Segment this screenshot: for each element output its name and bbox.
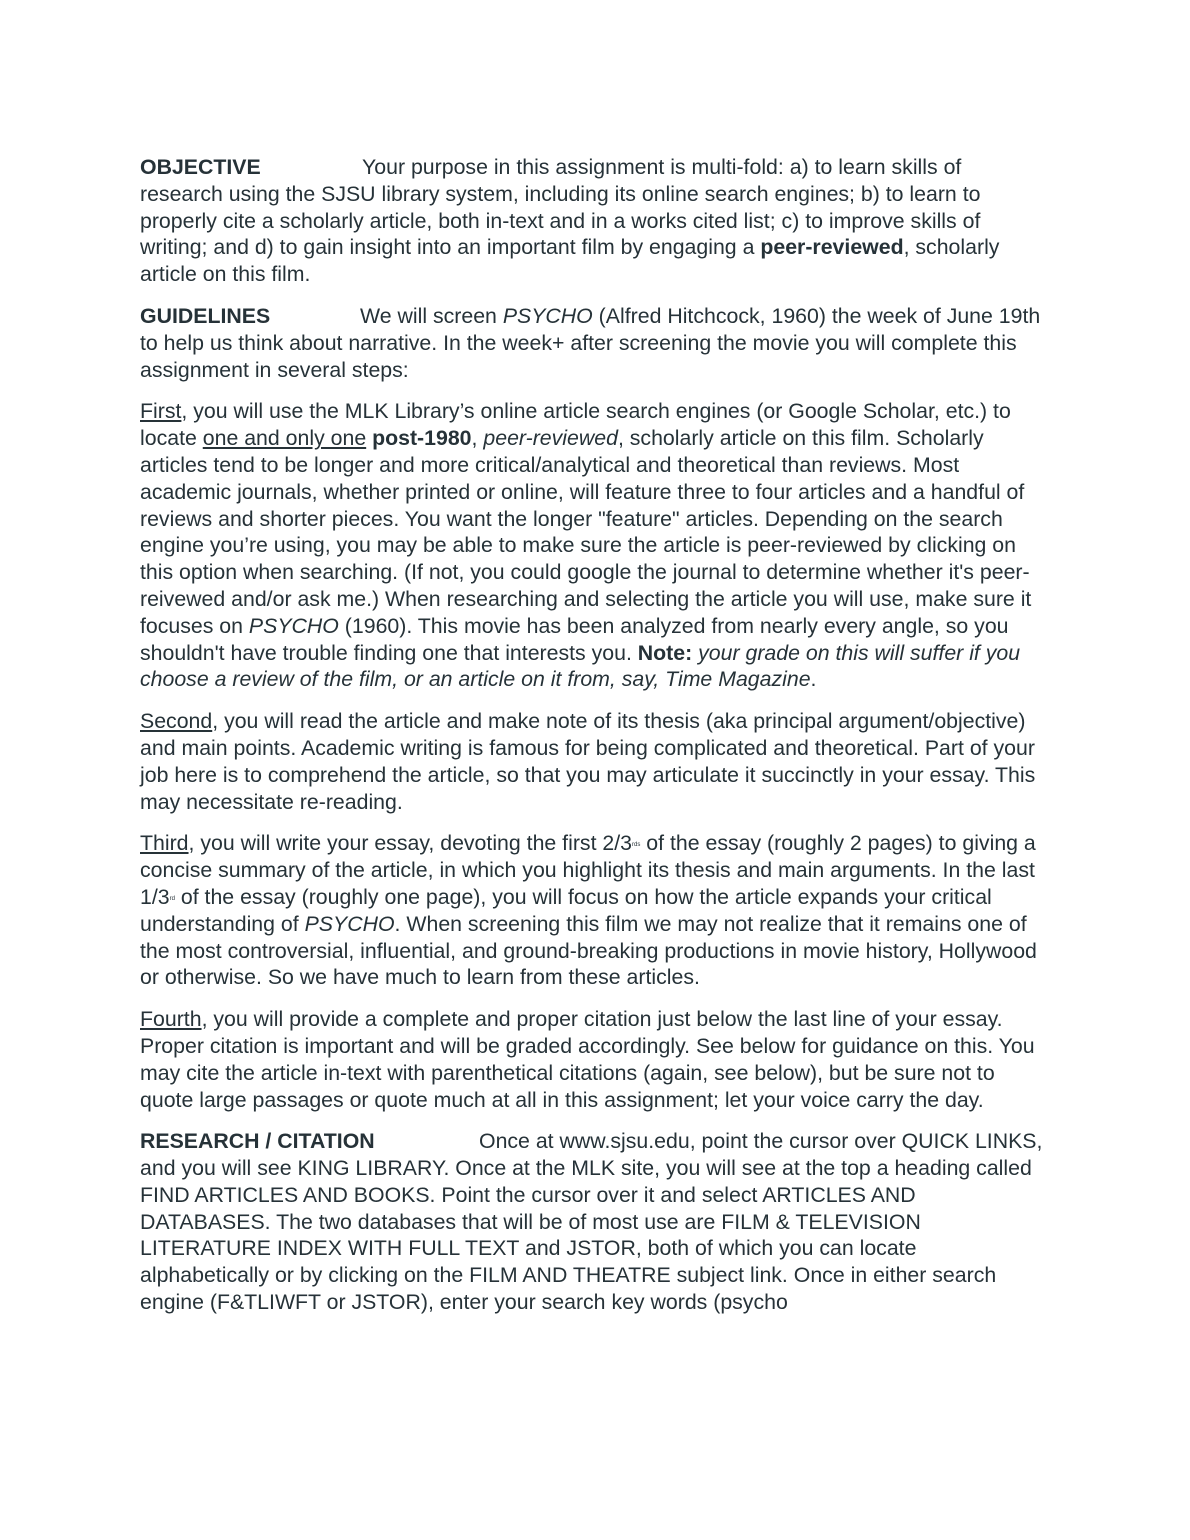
first-bold-post-1980: post-1980 <box>372 426 472 451</box>
first-note-warning: your grade on this will suffer if you choose a review of the film, or an article on it from, say, Time Magazine <box>140 640 1021 692</box>
objective-paragraph <box>140 154 1050 288</box>
document-page <box>140 154 1050 1331</box>
third-step-paragraph <box>140 830 1050 991</box>
third-text-3: of the essay (roughly one page), you will focus on how the article expands your critical understanding of <box>140 884 992 936</box>
fourth-step-paragraph <box>140 1006 1050 1113</box>
objective-text-end: , scholarly article on this film. <box>140 235 1000 287</box>
first-step-paragraph <box>140 398 1050 693</box>
third-film-title: PSYCHO <box>304 911 395 936</box>
third-text-1: , you will write your essay, devoting the first 2/3 <box>188 831 633 856</box>
research-text: Once at www.sjsu.edu, point the cursor over QUICK LINKS, and you will see KING LIBRARY. Once at the MLK site, you will see at the top a heading called FIND ARTICLES AND BOOKS. Point the cursor over it and select ARTICLES AND DATABASES. The two databases that will be of most use are FILM & TELEVISION LITERATURE INDEX WITH FULL TEXT and JSTOR, both of which you can locate alphabetically or by clicking on the FILM AND THEATRE subject link. Once in either search engine (F&TLIWFT or JSTOR), enter your search key words (psycho <box>140 1129 1043 1315</box>
objective-bold-peer-reviewed: peer-reviewed <box>760 235 904 260</box>
guidelines-paragraph <box>140 303 1050 383</box>
first-label: First <box>140 399 182 424</box>
guidelines-film-title: PSYCHO <box>502 303 593 328</box>
third-text-4: . When screening this film we may not realize that it remains one of the most controversial, influential, and ground-breaking productions in movie history, Hollywood or otherwise. So we have much to learn from these articles. <box>140 911 1037 990</box>
guidelines-text: We will screen <box>360 303 503 328</box>
third-superscript-rd: rd <box>169 895 175 902</box>
first-underline-one-and-only-one: one and only one <box>202 426 367 451</box>
fourth-label: Fourth <box>140 1007 202 1032</box>
first-italic-peer-reviewed: peer-reviewed <box>483 426 618 451</box>
first-note-label: Note: <box>637 640 693 665</box>
second-label: Second <box>140 709 213 734</box>
third-text-2: of the essay (roughly 2 pages) to giving a concise summary of the article, in which you highlight its thesis and main arguments. In the last 1/3 <box>140 831 1036 909</box>
second-text: , you will read the article and make note of its thesis (aka principal argument/objective) and main points. Academic writing is famous for being complicated and theoretical. Part of your job here is to comprehend the article, so that you may articulate it succinctly in your essay. This may necessitate re-reading. <box>140 709 1036 814</box>
research-heading: RESEARCH / CITATION <box>140 1129 375 1154</box>
second-step-paragraph <box>140 708 1050 815</box>
third-label: Third <box>140 831 189 856</box>
first-text-4: , scholarly article on this film. Scholarly articles tend to be longer and more critical/analytical and theoretical than reviews. Most academic journals, whether printed or online, will feature three to four articles and a handful of reviews and shorter pieces. You want the longer "feature" articles. Depending on the search engine you’re using, you may be able to make sure the article is peer-reviewed by clicking on this option when searching. (If not, you could google the journal to determine whether it's peer-reivewed and/or ask me.) When researching and selecting the article you will use, make sure it focuses on <box>140 426 1032 638</box>
guidelines-text-end: (Alfred Hitchcock, 1960) the week of June 19th to help us think about narrative. In the week+ after screening the movie you will complete this assignment in several steps: <box>140 303 1041 382</box>
fourth-text: , you will provide a complete and proper citation just below the last line of your essay. Proper citation is important and will be graded accordingly. See below for guidance on this. You may cite the article in-text with parenthetical citations (again, see below), but be sure not to quote large passages or quote much at all in this assignment; let your voice carry the day. <box>140 1007 1035 1112</box>
guidelines-heading: GUIDELINES <box>140 303 271 328</box>
first-text-3: , <box>471 426 484 451</box>
first-film-title: PSYCHO <box>248 613 339 638</box>
third-superscript-rds: rds <box>632 842 641 849</box>
objective-heading: OBJECTIVE <box>140 155 261 179</box>
first-text-7: . <box>810 667 817 692</box>
objective-text: Your purpose in this assignment is multi-fold: a) to learn skills of research using the SJSU library system, including its online search engines; b) to learn to properly cite a scholarly article, both in-text and in a works cited list; c) to improve skills of writing; and d) to gain insight into an important film by engaging a <box>140 155 981 260</box>
first-text-5: (1960). This movie has been analyzed from nearly every angle, so you shouldn't have trouble finding one that interests you. <box>140 613 1009 665</box>
research-paragraph <box>140 1128 1050 1316</box>
first-text-1: , you will use the MLK Library’s online article search engines (or Google Scholar, etc.) to locate <box>140 399 1011 451</box>
